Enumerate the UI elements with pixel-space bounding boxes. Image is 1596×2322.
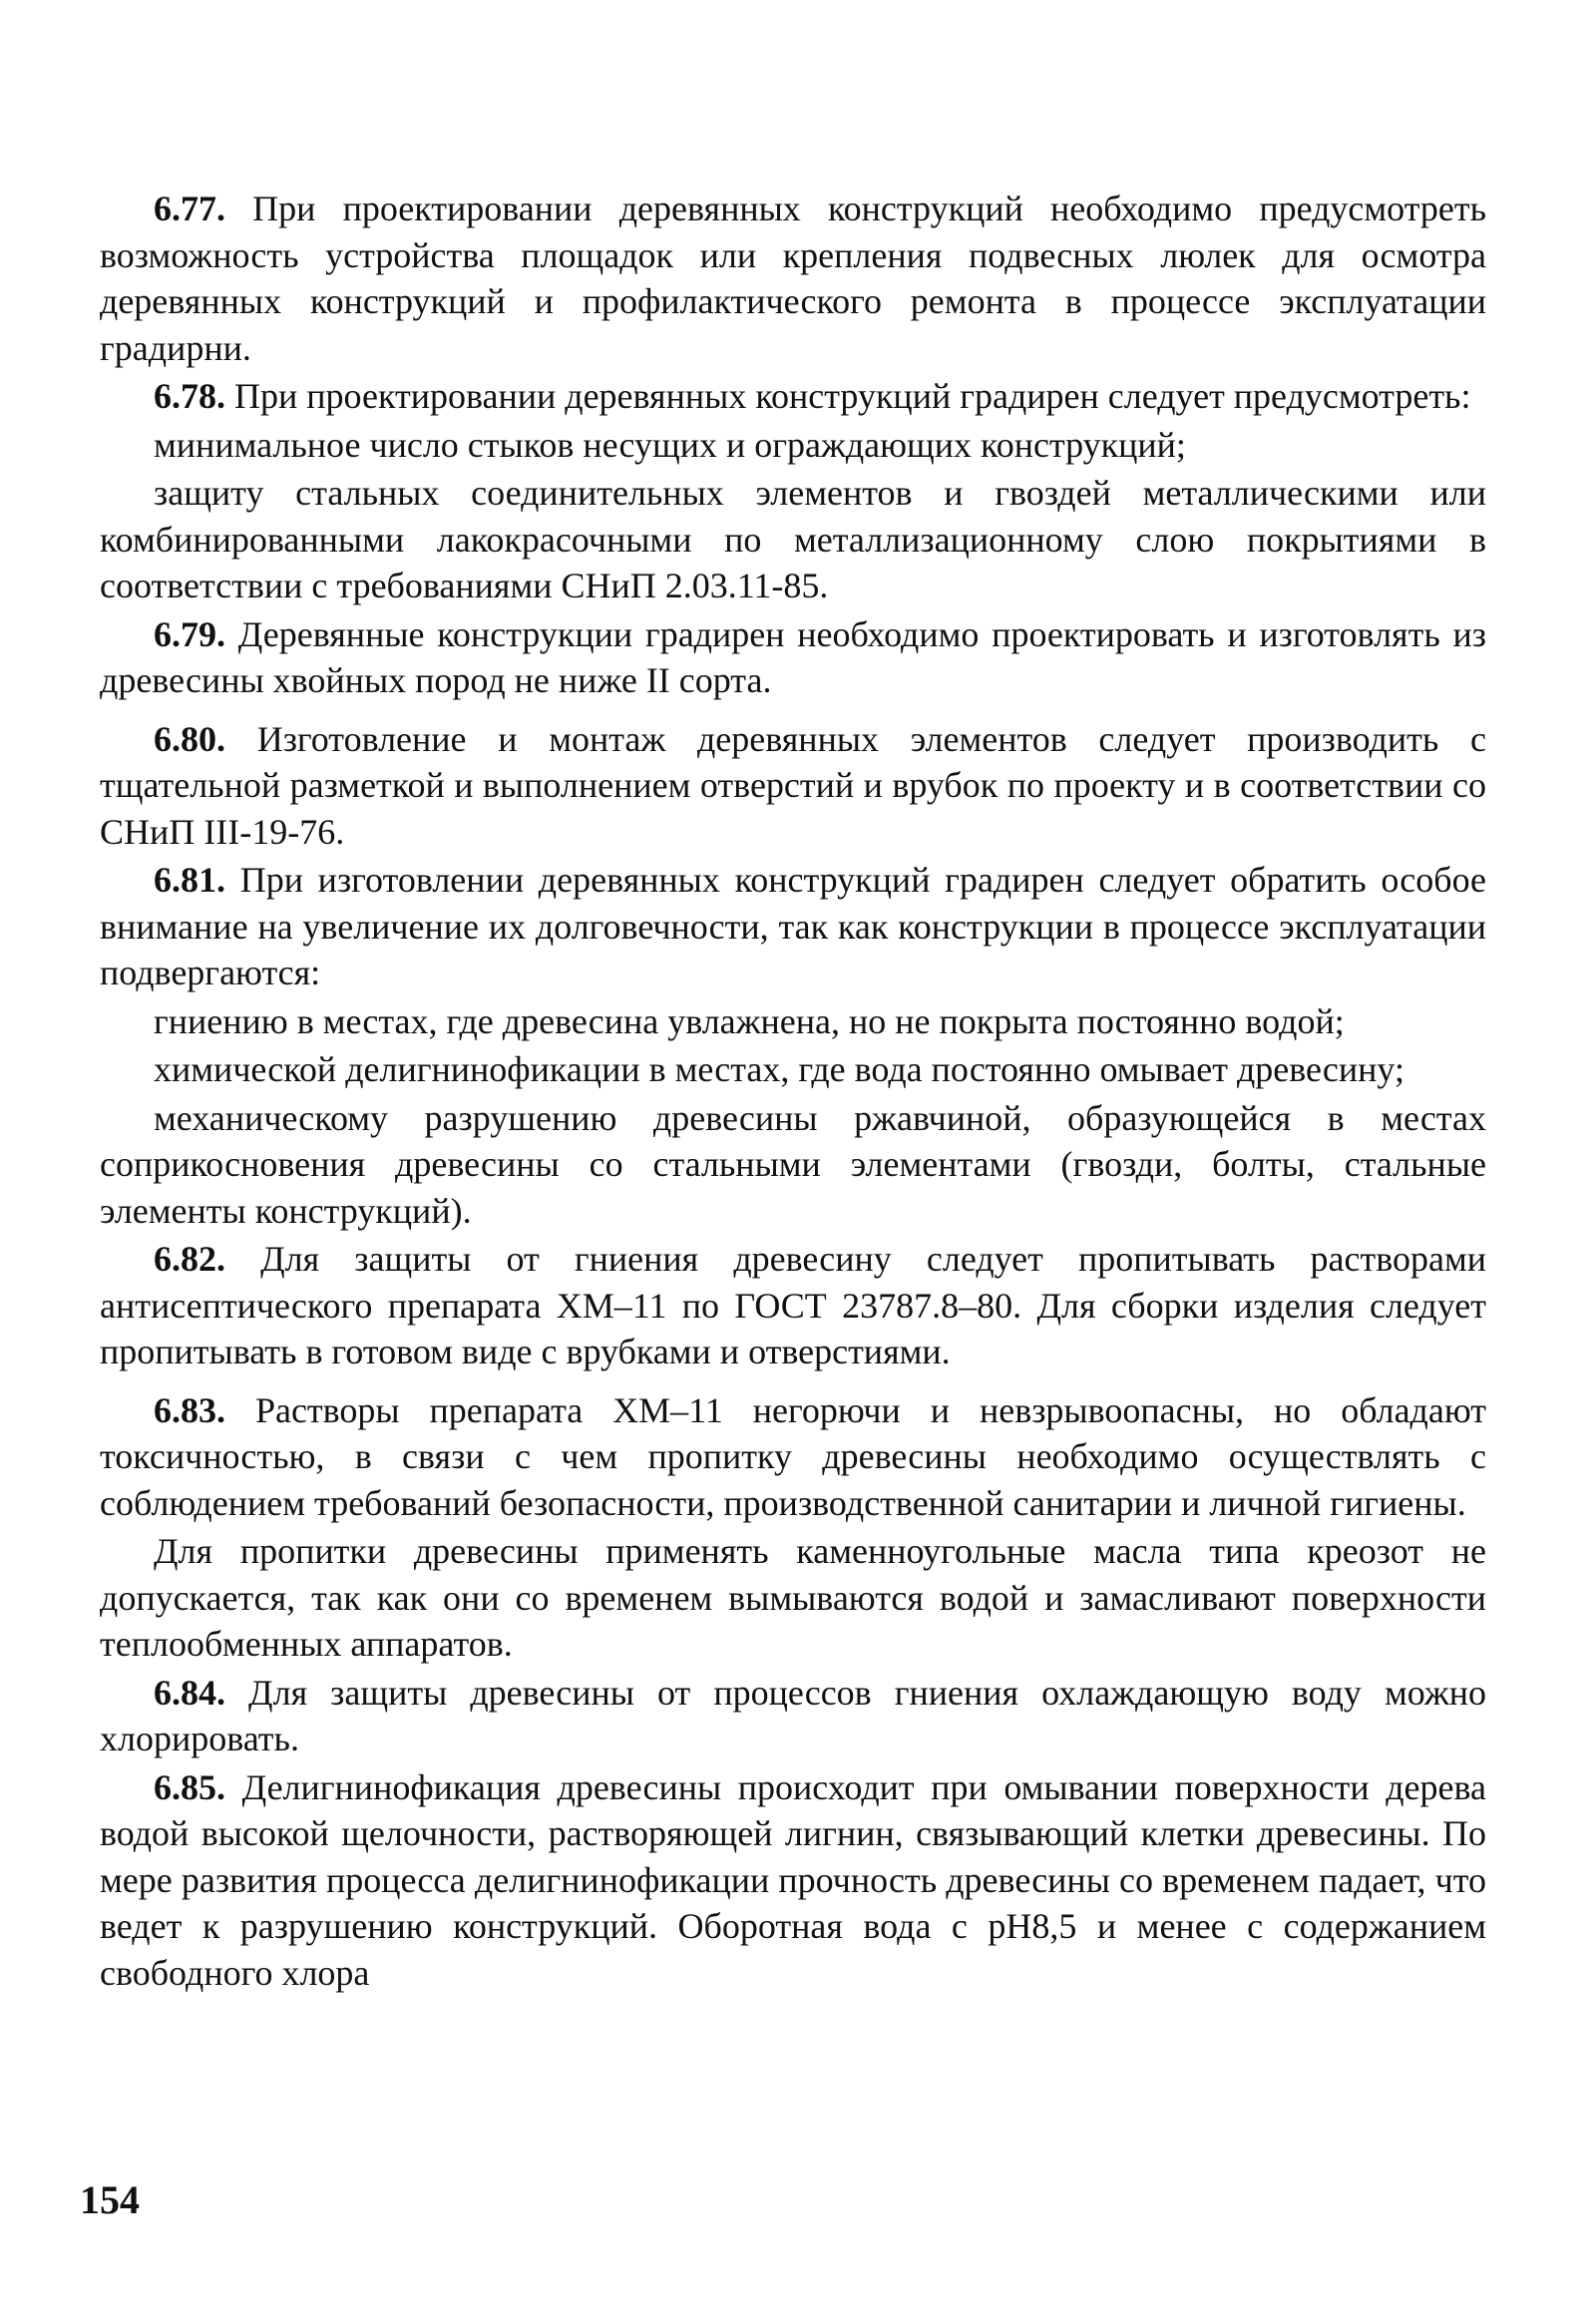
paragraph-6-79 xyxy=(100,611,1486,704)
clause-number: 6.80. xyxy=(154,718,225,759)
clause-number: 6.84. xyxy=(154,1672,225,1713)
clause-number: 6.85. xyxy=(154,1766,225,1807)
page-number: 154 xyxy=(80,2177,140,2222)
document-body xyxy=(100,186,1486,1998)
list-item xyxy=(100,1046,1486,1093)
paragraph-6-77 xyxy=(100,186,1486,371)
paragraph-6-84 xyxy=(100,1670,1486,1762)
paragraph-text: При изготовлении деревянных конструкций градирен следует обратить особое внимание на увеличение их долговечности, так как конструкции в процессе эксплуатации подвергаются: xyxy=(100,860,1486,992)
clause-number: 6.81. xyxy=(154,860,225,900)
paragraph-6-80 xyxy=(100,716,1486,856)
paragraph-text: Для защиты от гниения древесину следует пропитывать растворами антисептического препарата ХМ–11 по ГОСТ 23787.8–80. Для сборки изделия следует пропитывать в готовом виде с врубками и отверстиями. xyxy=(100,1239,1486,1371)
paragraph-text: Деревянные конструкции градирен необходимо проектировать и изготовлять из древесины хвойных пород не ниже II сорта. xyxy=(100,613,1486,700)
paragraph-text-block xyxy=(100,1528,1486,1668)
clause-number: 6.78. xyxy=(154,376,225,416)
paragraph-text: Изготовление и монтаж деревянных элементов следует производить с тщательной разметкой и выполнением отверстий и врубок по проекту и в соответствии со СНиП III-19-76. xyxy=(100,718,1486,852)
paragraph-text: гниению в местах, где древесина увлажнена, но не покрыта постоянно водой; xyxy=(154,1000,1345,1041)
paragraph-6-78 xyxy=(100,373,1486,420)
clause-number: 6.79. xyxy=(154,613,225,654)
paragraph-6-85 xyxy=(100,1764,1486,1997)
paragraph-text: При проектировании деревянных конструкций градирен следует предусмотреть: xyxy=(225,376,1471,416)
paragraph-text: Растворы препарата ХМ–11 негорючи и невзрывоопасны, но обладают токсичностью, в связи с чем пропитку древесины необходимо осуществлять с соблюдением требований безопасности, производственной санитарии и личной гигиены. xyxy=(100,1389,1486,1523)
paragraph-text: Для защиты древесины от процессов гниения охлаждающую воду можно хлорировать. xyxy=(100,1672,1486,1758)
paragraph-text: минимальное число стыков несущих и ограждающих конструкций; xyxy=(154,424,1186,465)
list-item xyxy=(100,998,1486,1045)
list-item xyxy=(100,422,1486,469)
paragraph-text: Делигнинофикация древесины происходит при омывании поверхности дерева водой высокой щелочности, растворяющей лигнин, связывающий клетки древесины. По мере развития процесса делигнинофикации прочность древесины со временем падает, что ведет к разрушению конструкций. Оборотная вода с рН8,5 и менее с содержанием свободного хлора xyxy=(100,1766,1486,1993)
paragraph-text: При проектировании деревянных конструкций необходимо предусмотреть возможность устройства площадок или крепления подвесных люлек для осмотра деревянных конструкций и профилактического ремонта в процессе эксплуатации градирни. xyxy=(100,189,1486,368)
paragraph-text: Для пропитки древесины применять каменноугольные масла типа креозот не допускается, так как они со временем вымываются водой и замасливают поверхности теплообменных аппаратов. xyxy=(100,1531,1486,1664)
paragraph-text: механическому разрушению древесины ржавчиной, образующейся в местах соприкосновения древесины со стальными элементами (гвозди, болты, стальные элементы конструкций). xyxy=(100,1097,1486,1231)
clause-number: 6.77. xyxy=(154,189,225,228)
paragraph-6-81 xyxy=(100,857,1486,996)
paragraph-6-82 xyxy=(100,1236,1486,1375)
paragraph-text: химической делигнинофикации в местах, где вода постоянно омывает древесину; xyxy=(154,1049,1404,1089)
clause-number: 6.82. xyxy=(154,1239,225,1279)
paragraph-6-83 xyxy=(100,1387,1486,1527)
paragraph-text: защиту стальных соединительных элементов и гвоздей металлическими или комбинированными лакокрасочными по металлизационному слою покрытиями в соответствии с требованиями СНиП 2.03.11-85. xyxy=(100,473,1486,605)
list-item xyxy=(100,470,1486,609)
clause-number: 6.83. xyxy=(154,1389,225,1430)
list-item xyxy=(100,1095,1486,1235)
